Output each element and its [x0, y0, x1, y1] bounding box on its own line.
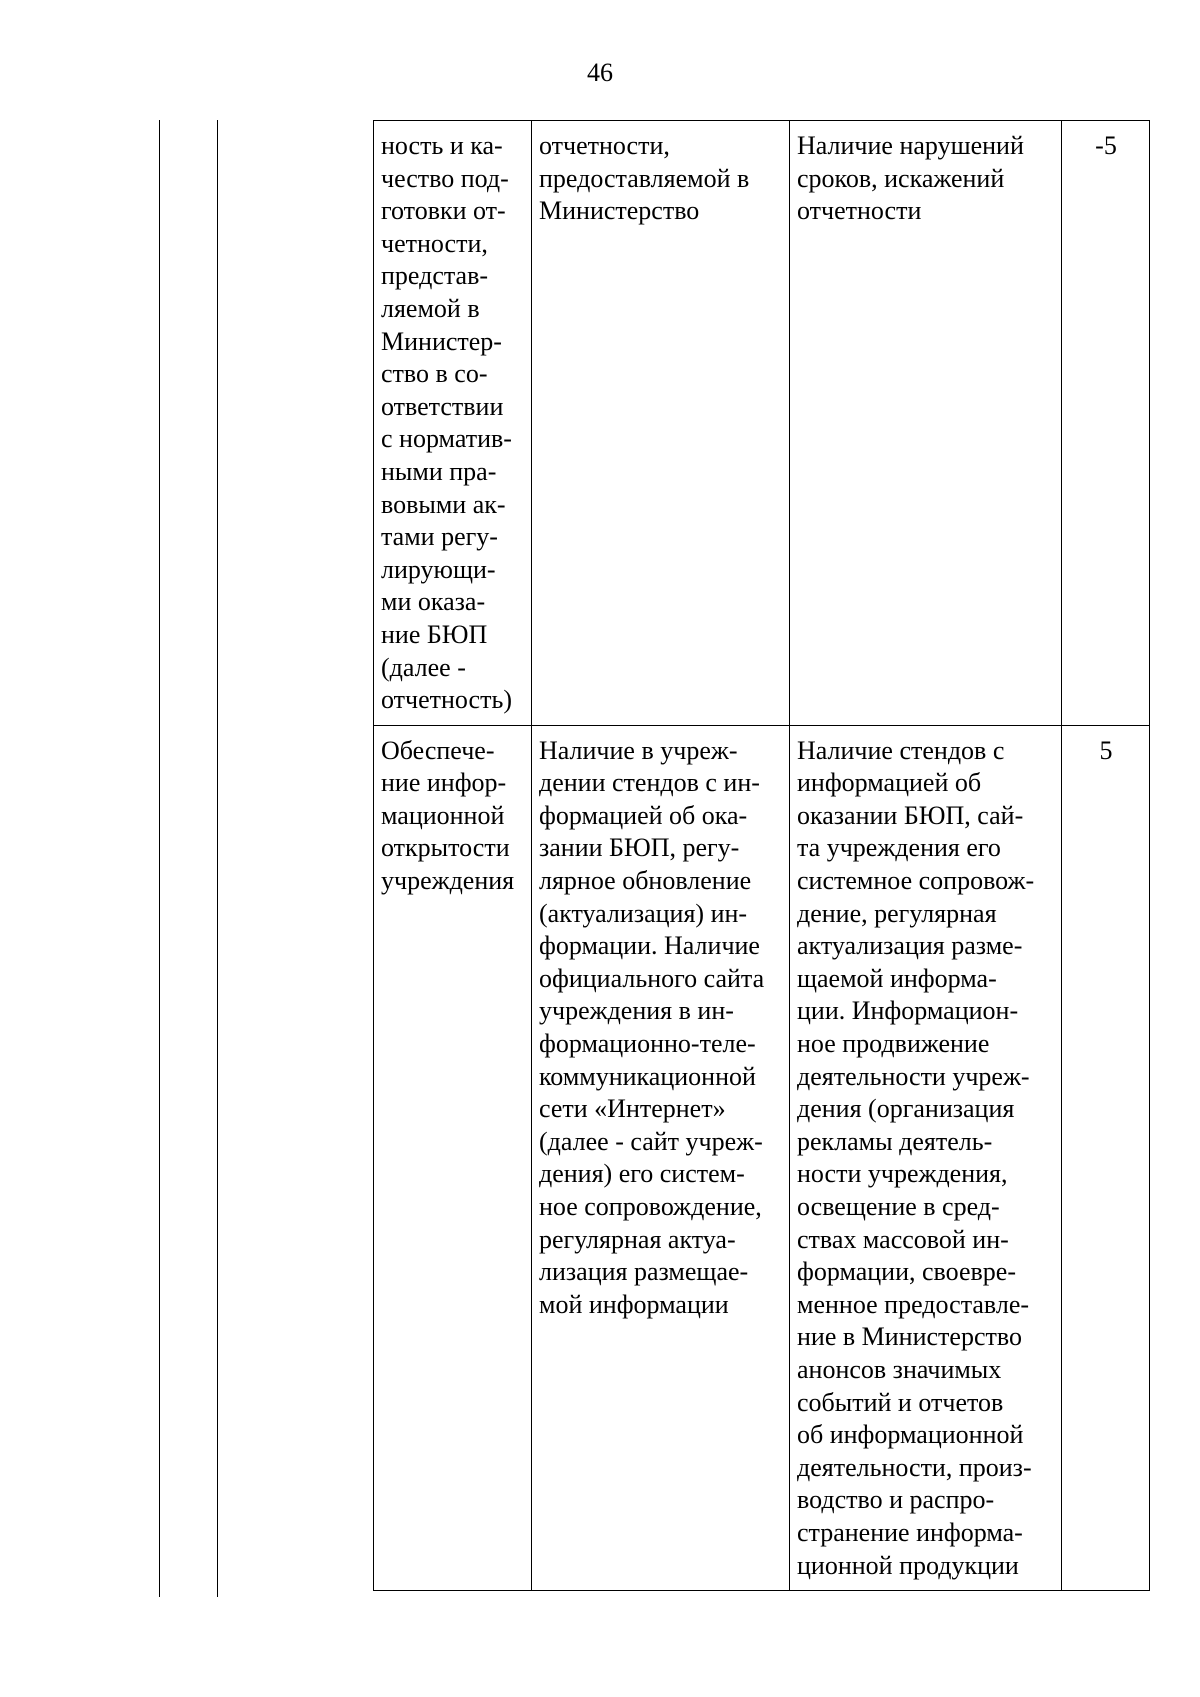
- indicator-cell: отчетности, предоставляемой в Министерство: [532, 121, 790, 726]
- table-row: [374, 725, 1150, 1590]
- criterion-cell: ность и ка- чество под- готовки от- четности, представ- ляемой в Министер- ство в со- ответствии с норматив- ными пра- вовыми ак- тами регу- лирующи- ми оказа- ние БЮП (далее - отчетность): [374, 121, 532, 726]
- score-cell: -5: [1062, 121, 1150, 726]
- left-margin-line: [159, 120, 160, 1597]
- condition-cell: Наличие нарушений сроков, искажений отчетности: [790, 121, 1062, 726]
- left-margin-line-inner: [217, 120, 218, 1597]
- page-number: 46: [587, 58, 613, 87]
- table-row: [374, 121, 1150, 726]
- criteria-table: [373, 120, 1150, 1591]
- condition-cell: Наличие стендов с информацией об оказании БЮП, сай- та учреждения его системное сопровож- дение, регулярная актуализация разме- щаемой информа- ции. Информацион- ное продвижение деятельности учреж- дения (организация рекламы деятель- ности учреждения, освещение в сред- ствах массовой ин- формации, своевре- менное предоставле- ние в Министерство анонсов значимых событий и отчетов об информационной деятельности, произ- водство и распро- странение информа- ционной продукции: [790, 725, 1062, 1590]
- score-cell: 5: [1062, 725, 1150, 1590]
- criterion-cell: Обеспече- ние инфор- мационной открытости учреждения: [374, 725, 532, 1590]
- indicator-cell: Наличие в учреж- дении стендов с ин- формацией об ока- зании БЮП, регу- лярное обновление (актуализация) ин- формации. Наличие официального сайта учреждения в ин- формационно-теле- коммуникационной сети «Интернет» (далее - сайт учреж- дения) его систем- ное сопровождение, регулярная актуа- лизация размещае- мой информации: [532, 725, 790, 1590]
